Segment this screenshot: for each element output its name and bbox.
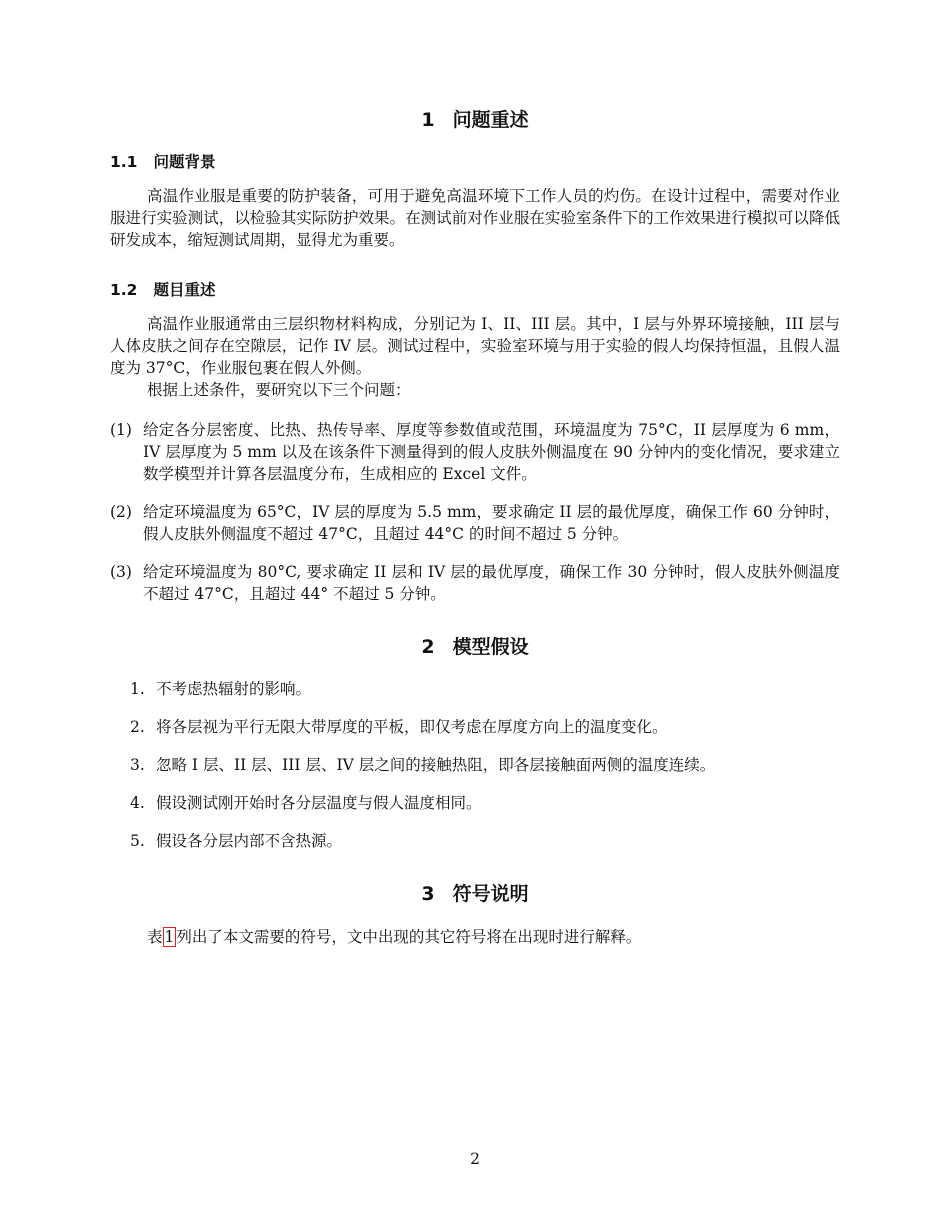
subsection-number: 1.2 xyxy=(110,281,138,299)
section-2-heading xyxy=(110,635,840,659)
problem-label: (1) xyxy=(110,421,132,439)
problem-text: 给定环境温度为 80°C, 要求确定 II 层和 IV 层的最优厚度，确保工作 30 分钟时，假人皮肤外侧温度不超过 47°C，且超过 44° 不超过 5 分钟。 xyxy=(143,563,840,603)
symbols-text-before: 表 xyxy=(147,928,163,946)
subsection-1-2-heading xyxy=(110,279,215,301)
section-number: 3 xyxy=(421,883,435,905)
section-3-heading xyxy=(110,882,840,906)
assumption-item xyxy=(130,754,840,776)
assumption-number: 2. xyxy=(130,718,145,736)
section-number: 2 xyxy=(421,636,435,658)
section-title: 模型假设 xyxy=(452,636,529,658)
assumption-item xyxy=(130,792,840,814)
subsection-1-1-heading xyxy=(110,151,215,173)
assumption-number: 1. xyxy=(130,680,145,698)
page-number: 2 xyxy=(470,1150,480,1168)
restatement-intro-line: 根据上述条件，要研究以下三个问题： xyxy=(147,381,411,399)
section-number: 1 xyxy=(421,109,435,131)
section-title: 问题重述 xyxy=(452,109,529,131)
symbols-text-after: 列出了本文需要的符号，文中出现的其它符号将在出现时进行解释。 xyxy=(176,928,642,946)
assumption-text: 忽略 I 层、II 层、III 层、IV 层之间的接触热阻，即各层接触面两侧的温度连续。 xyxy=(156,756,716,774)
assumption-number: 4. xyxy=(130,794,145,812)
subsection-title: 问题背景 xyxy=(153,153,216,171)
restatement-paragraph: 高温作业服通常由三层织物材料构成，分别记为 I、II、III 层。其中，I 层与外界环境接触，III 层与人体皮肤之间存在空隙层，记作 IV 层。测试过程中，实验室环境与用于实验的假人均保持恒温，且假人温度为 37°C，作业服包裹在假人外侧。 xyxy=(110,315,840,377)
subsection-number: 1.1 xyxy=(110,153,138,171)
assumption-text: 将各层视为平行无限大带厚度的平板，即仅考虑在厚度方向上的温度变化。 xyxy=(156,718,668,736)
symbols-paragraph xyxy=(110,926,840,948)
assumption-text: 不考虑热辐射的影响。 xyxy=(156,680,312,698)
section-title: 符号说明 xyxy=(452,883,529,905)
assumption-item xyxy=(130,716,840,738)
assumption-text: 假设各分层内部不含热源。 xyxy=(156,832,343,850)
assumption-number: 3. xyxy=(130,756,145,774)
problem-text: 给定各分层密度、比热、热传导率、厚度等参数值或范围，环境温度为 75°C，II 层厚度为 6 mm，IV 层厚度为 5 mm 以及在该条件下测量得到的假人皮肤外侧温度在 90 分钟内的变化情况，要求建立数学模型并计算各层温度分布，生成相应的 Excel 文件。 xyxy=(143,421,840,483)
table-reference-link[interactable]: 1 xyxy=(164,928,175,946)
problem-item-3 xyxy=(110,561,840,605)
assumption-item xyxy=(130,678,840,700)
problem-label: (3) xyxy=(110,563,132,581)
problem-text: 给定环境温度为 65°C，IV 层的厚度为 5.5 mm，要求确定 II 层的最优厚度，确保工作 60 分钟时，假人皮肤外侧温度不超过 47°C，且超过 44°C 的时间不超过 5 分钟。 xyxy=(143,503,840,543)
problem-item-2 xyxy=(110,501,840,545)
assumption-item xyxy=(130,830,840,852)
background-paragraph: 高温作业服是重要的防护装备，可用于避免高温环境下工作人员的灼伤。在设计过程中，需要对作业服进行实验测试，以检验其实际防护效果。在测试前对作业服在实验室条件下的工作效果进行模拟可以降低研发成本，缩短测试周期，显得尤为重要。 xyxy=(110,187,840,249)
subsection-title: 题目重述 xyxy=(153,281,216,299)
assumption-text: 假设测试刚开始时各分层温度与假人温度相同。 xyxy=(156,794,482,812)
problem-label: (2) xyxy=(110,503,132,521)
section-1-heading xyxy=(110,108,840,132)
assumption-number: 5. xyxy=(130,832,145,850)
problem-item-1 xyxy=(110,419,840,485)
